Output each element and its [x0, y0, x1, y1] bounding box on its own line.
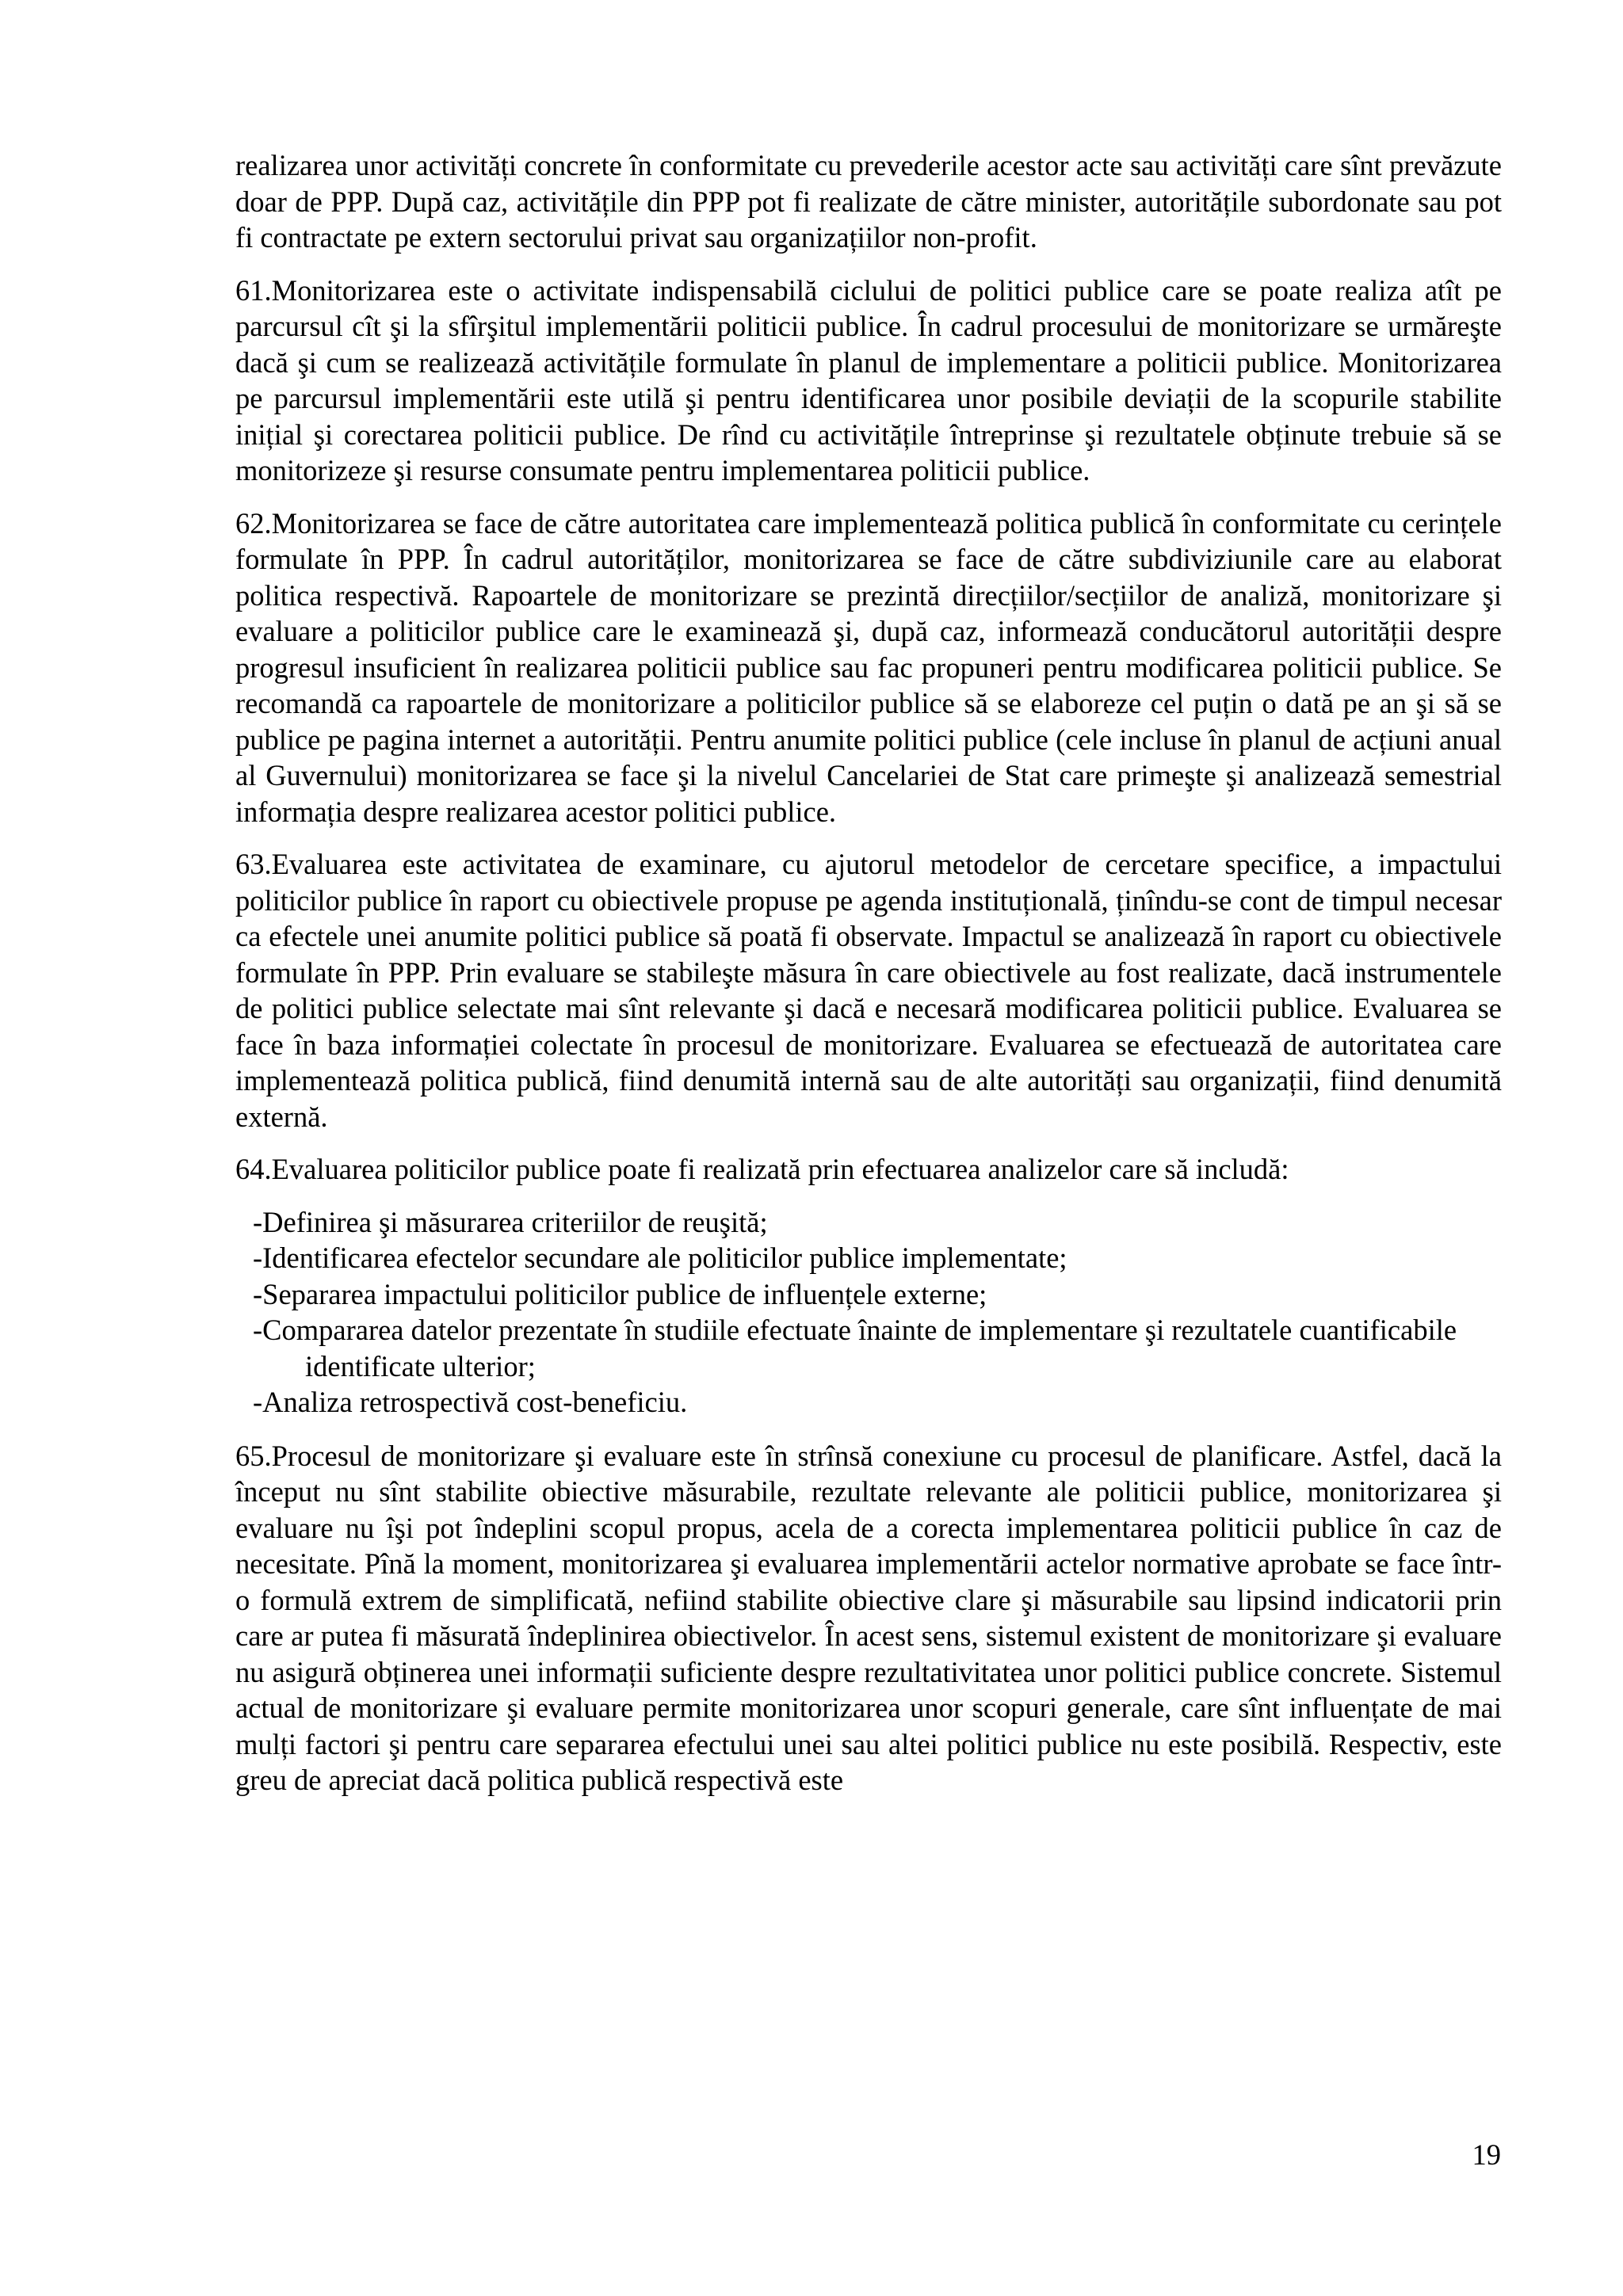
paragraph-61: 61.Monitorizarea este o activitate indispensabilă ciclului de politici publice care se poate realiza atît pe parcursul cît şi la sfîrşitul implementării politicii publice. În cadrul procesului de monitorizare se urmăreşte dacă şi cum se realizează activitățile formulate în planul de implementare a politicii publice. Monitorizarea pe parcursul implementării este utilă şi pentru identificarea unor posibile deviații de la scopurile stabilite inițial şi corectarea politicii publice. De rînd cu activitățile întreprinse şi rezultatele obținute trebuie să se monitorizeze şi resurse consumate pentru implementarea politicii publice. — [235, 273, 1502, 486]
list-item: -Separarea impactului politicilor publice de influențele externe; — [253, 1277, 987, 1310]
paragraph-63: 63.Evaluarea este activitatea de examinare, cu ajutorul metodelor de cercetare specifice, a impactului politicilor publice în raport cu obiectivele propuse pe agenda instituțională, ținîndu-se cont de timpul necesar ca efectele unei anumite politici publice să poată fi observate. Impactul se analizează în raport cu obiectivele formulate în PPP. Prin evaluare se stabileşte măsura în care obiectivele au fost realizate, dacă instrumentele de politici publice selectate mai sînt relevante şi dacă e necesară modificarea politicii publice. Evaluarea se face în baza informației colectate în procesul de monitorizare. Evaluarea se efectuează de autoritatea care implementează politica publică, fiind denumită internă sau de alte autorități sau organizații, fiind denumită externă. — [235, 848, 1502, 1133]
document-body — [235, 147, 1502, 1815]
page-number: 19 — [1472, 2138, 1501, 2171]
list-item: -Identificarea efectelor secundare ale politicilor publice implementate; — [253, 1241, 1067, 1274]
paragraph-64: 64.Evaluarea politicilor publice poate fi realizată prin efectuarea analizelor care să includă: — [235, 1153, 1289, 1185]
paragraph-65: 65.Procesul de monitorizare şi evaluare este în strînsă conexiune cu procesul de planificare. Astfel, dacă la început nu sînt stabilite obiective măsurabile, rezultate relevante ale politicii publice, monitorizarea şi evaluare nu îşi pot îndeplini scopul propus, acela de a corecta implementarea politicii publice în caz de necesitate. Pînă la moment, monitorizarea şi evaluarea implementării actelor normative aprobate se face într-o formulă extrem de simplificată, nefiind stabilite obiective clare şi măsurabile sau lipsind indicatorii prin care ar putea fi măsurată îndeplinirea obiectivelor. În acest sens, sistemul existent de monitorizare şi evaluare nu asigură obținerea unei informații suficiente despre rezultativitatea unor politici publice concrete. Sistemul actual de monitorizare şi evaluare permite monitorizarea unor scopuri generale, care sînt influențate de mai mulți factori şi pentru care separarea efectului unei sau altei politici publice nu este posibilă. Respectiv, este greu de apreciat dacă politica publică respectivă este — [235, 1439, 1502, 1796]
list-item: -Definirea şi măsurarea criteriilor de reuşită; — [253, 1205, 768, 1238]
paragraph-62: 62.Monitorizarea se face de către autoritatea care implementează politica publică în conformitate cu cerințele formulate în PPP. În cadrul autorităților, monitorizarea se face de către subdiviziunile care au elaborat politica respectivă. Rapoartele de monitorizare se prezintă direcțiilor/secțiilor de analiză, monitorizare şi evaluare a politicilor publice care le examinează şi, după caz, informează conducătorul autorității despre progresul insuficient în realizarea politicii publice sau fac propuneri pentru modificarea politicii publice. Se recomandă ca rapoartele de monitorizare a politicilor publice să se elaboreze cel puțin o dată pe an şi să se publice pe pagina internet a autorității. Pentru anumite politici publice (cele incluse în planul de acțiuni anual al Guvernului) monitorizarea se face şi la nivelul Cancelariei de Stat care primeşte şi analizează semestrial informația despre realizarea acestor politici publice. — [235, 506, 1502, 828]
list-item: -Analiza retrospectivă cost-beneficiu. — [253, 1386, 688, 1418]
paragraph-continuation: realizarea unor activități concrete în conformitate cu prevederile acestor acte sau activități care sînt prevăzute doar de PPP. După caz, activitățile din PPP pot fi realizate de către minister, autoritățile subordonate sau pot fi contractate pe extern sectorului privat sau organizațiilor non-profit. — [235, 149, 1502, 254]
list-item: -Compararea datelor prezentate în studiile efectuate înainte de implementare şi rezultatele cuantificabile identificate ulterior; — [253, 1314, 1457, 1383]
evaluation-criteria-list — [235, 1204, 1502, 1421]
